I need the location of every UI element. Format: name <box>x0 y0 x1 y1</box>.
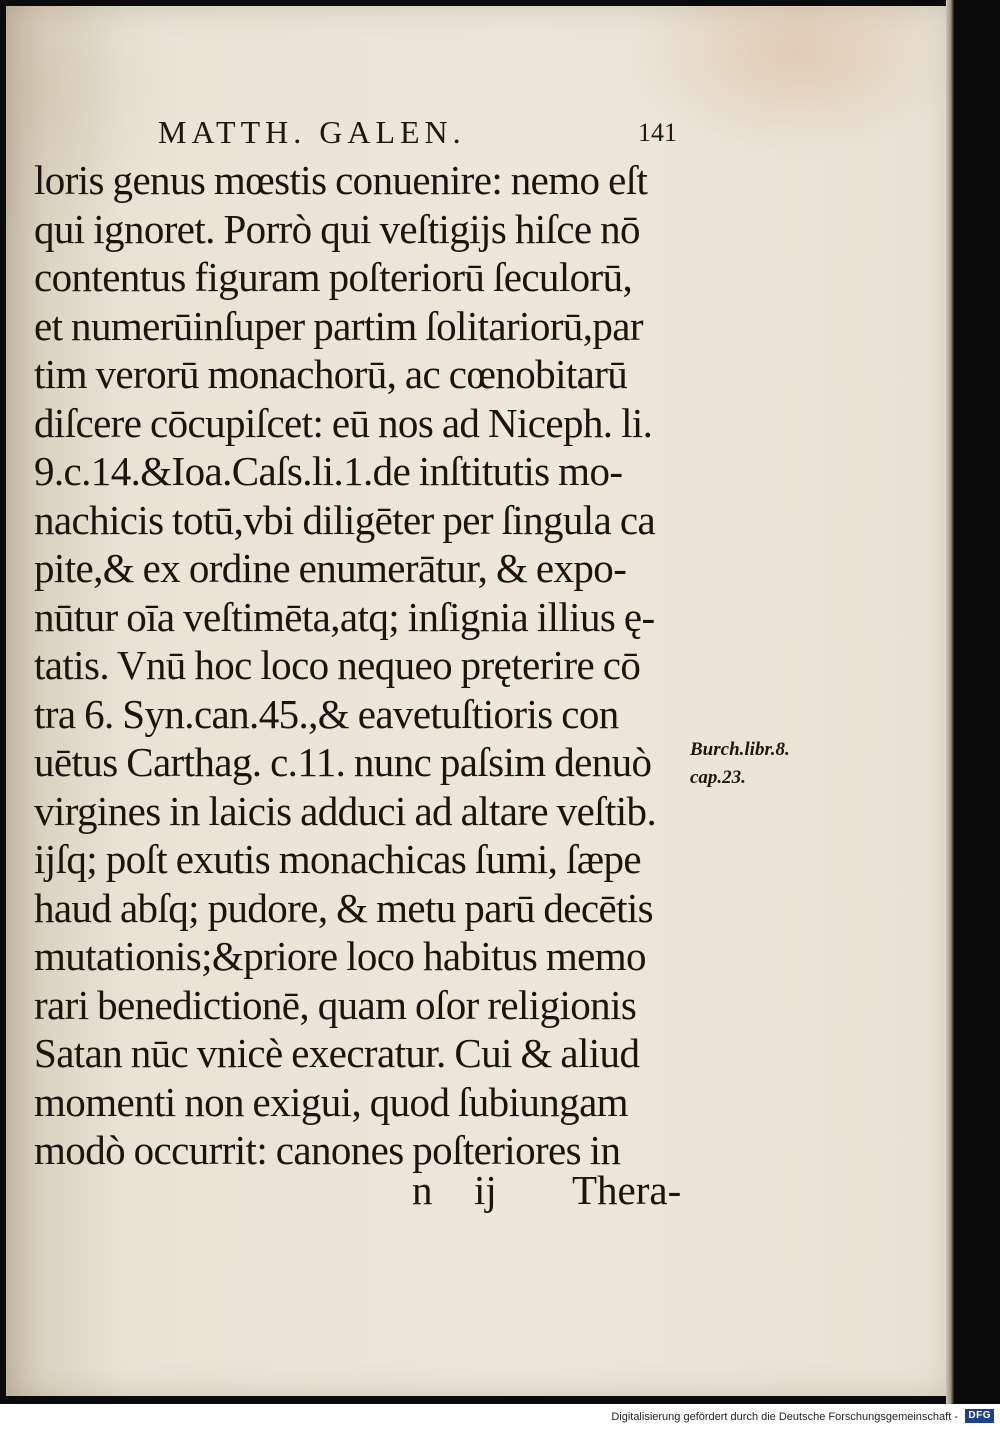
marginal-note-line: cap.23. <box>690 767 746 788</box>
text-line: tra 6. Syn.can.45.,& eavetuſtioris con <box>34 690 619 737</box>
text-line: mutationis;&priore loco habitus memo <box>34 933 646 979</box>
text-line: rari benedictionē, quam oſor religionis <box>34 981 637 1028</box>
text-line: Satan nūc vnicè execratur. Cui & aliud <box>34 1030 640 1076</box>
funding-credit: Digitalisierung gefördert durch die Deutsche Forschungsgemeinschaft - <box>611 1411 958 1423</box>
text-line: tatis. Vnū hoc loco nequeo pręterire cō <box>34 642 641 688</box>
text-line: 9.c.14.&Ioa.Caſs.li.1.de inſtitutis mo- <box>34 448 623 494</box>
text-line: contentus figuram poſteriorū ſeculorū, <box>34 254 633 300</box>
catchword: Thera- <box>572 1167 682 1213</box>
running-title: MATTH. GALEN. <box>158 114 466 150</box>
text-line: tim verorū monachorū, ac cœnobitarū <box>34 351 628 397</box>
body-text <box>34 156 704 1175</box>
text-line: pite,& ex ordine enumerātur, & expo- <box>34 545 627 591</box>
page-number: 141 <box>638 118 677 147</box>
signature-number: ij <box>474 1167 497 1213</box>
marginal-note-line: Burch.libr.8. <box>690 739 790 760</box>
text-line: nachicis totū,vbi diligēter per ſingula ca <box>34 496 656 543</box>
text-line: haud abſq; pudore, & metu parū decētis <box>34 884 654 931</box>
text-line: qui ignoret. Porrò qui veſtigijs hiſce nō <box>34 205 640 252</box>
page-footer <box>6 1166 950 1216</box>
page-edge <box>946 0 954 1404</box>
running-head <box>6 114 950 158</box>
marginal-note <box>690 736 790 792</box>
text-line: nūtur oīa veſtimēta,atq; inſignia illius ę- <box>34 593 655 640</box>
dfg-logo: DFG <box>965 1409 994 1423</box>
text-line: et numerūinſuper partim ſolitariorū,par <box>34 302 643 349</box>
text-line: loris genus mœstis conuenire: nemo eſt <box>34 157 648 203</box>
text-line: momenti non exigui, quod ſubiungam <box>34 1078 628 1125</box>
text-line: uētus Carthag. c.11. nunc paſsim denuò <box>34 739 652 785</box>
book-page <box>6 6 950 1396</box>
credit-bar <box>0 1404 1000 1429</box>
text-line: diſcere cōcupiſcet: eū nos ad Niceph. li. <box>34 399 653 446</box>
signature-mark: n <box>412 1167 433 1213</box>
text-line: virgines in laicis adduci ad altare veſtib. <box>34 787 657 834</box>
text-line: ijſq; poſt exutis monachicas ſumi, ſæpe <box>34 836 642 882</box>
text-line: modò occurrit: canones poſteriores in <box>34 1127 621 1173</box>
